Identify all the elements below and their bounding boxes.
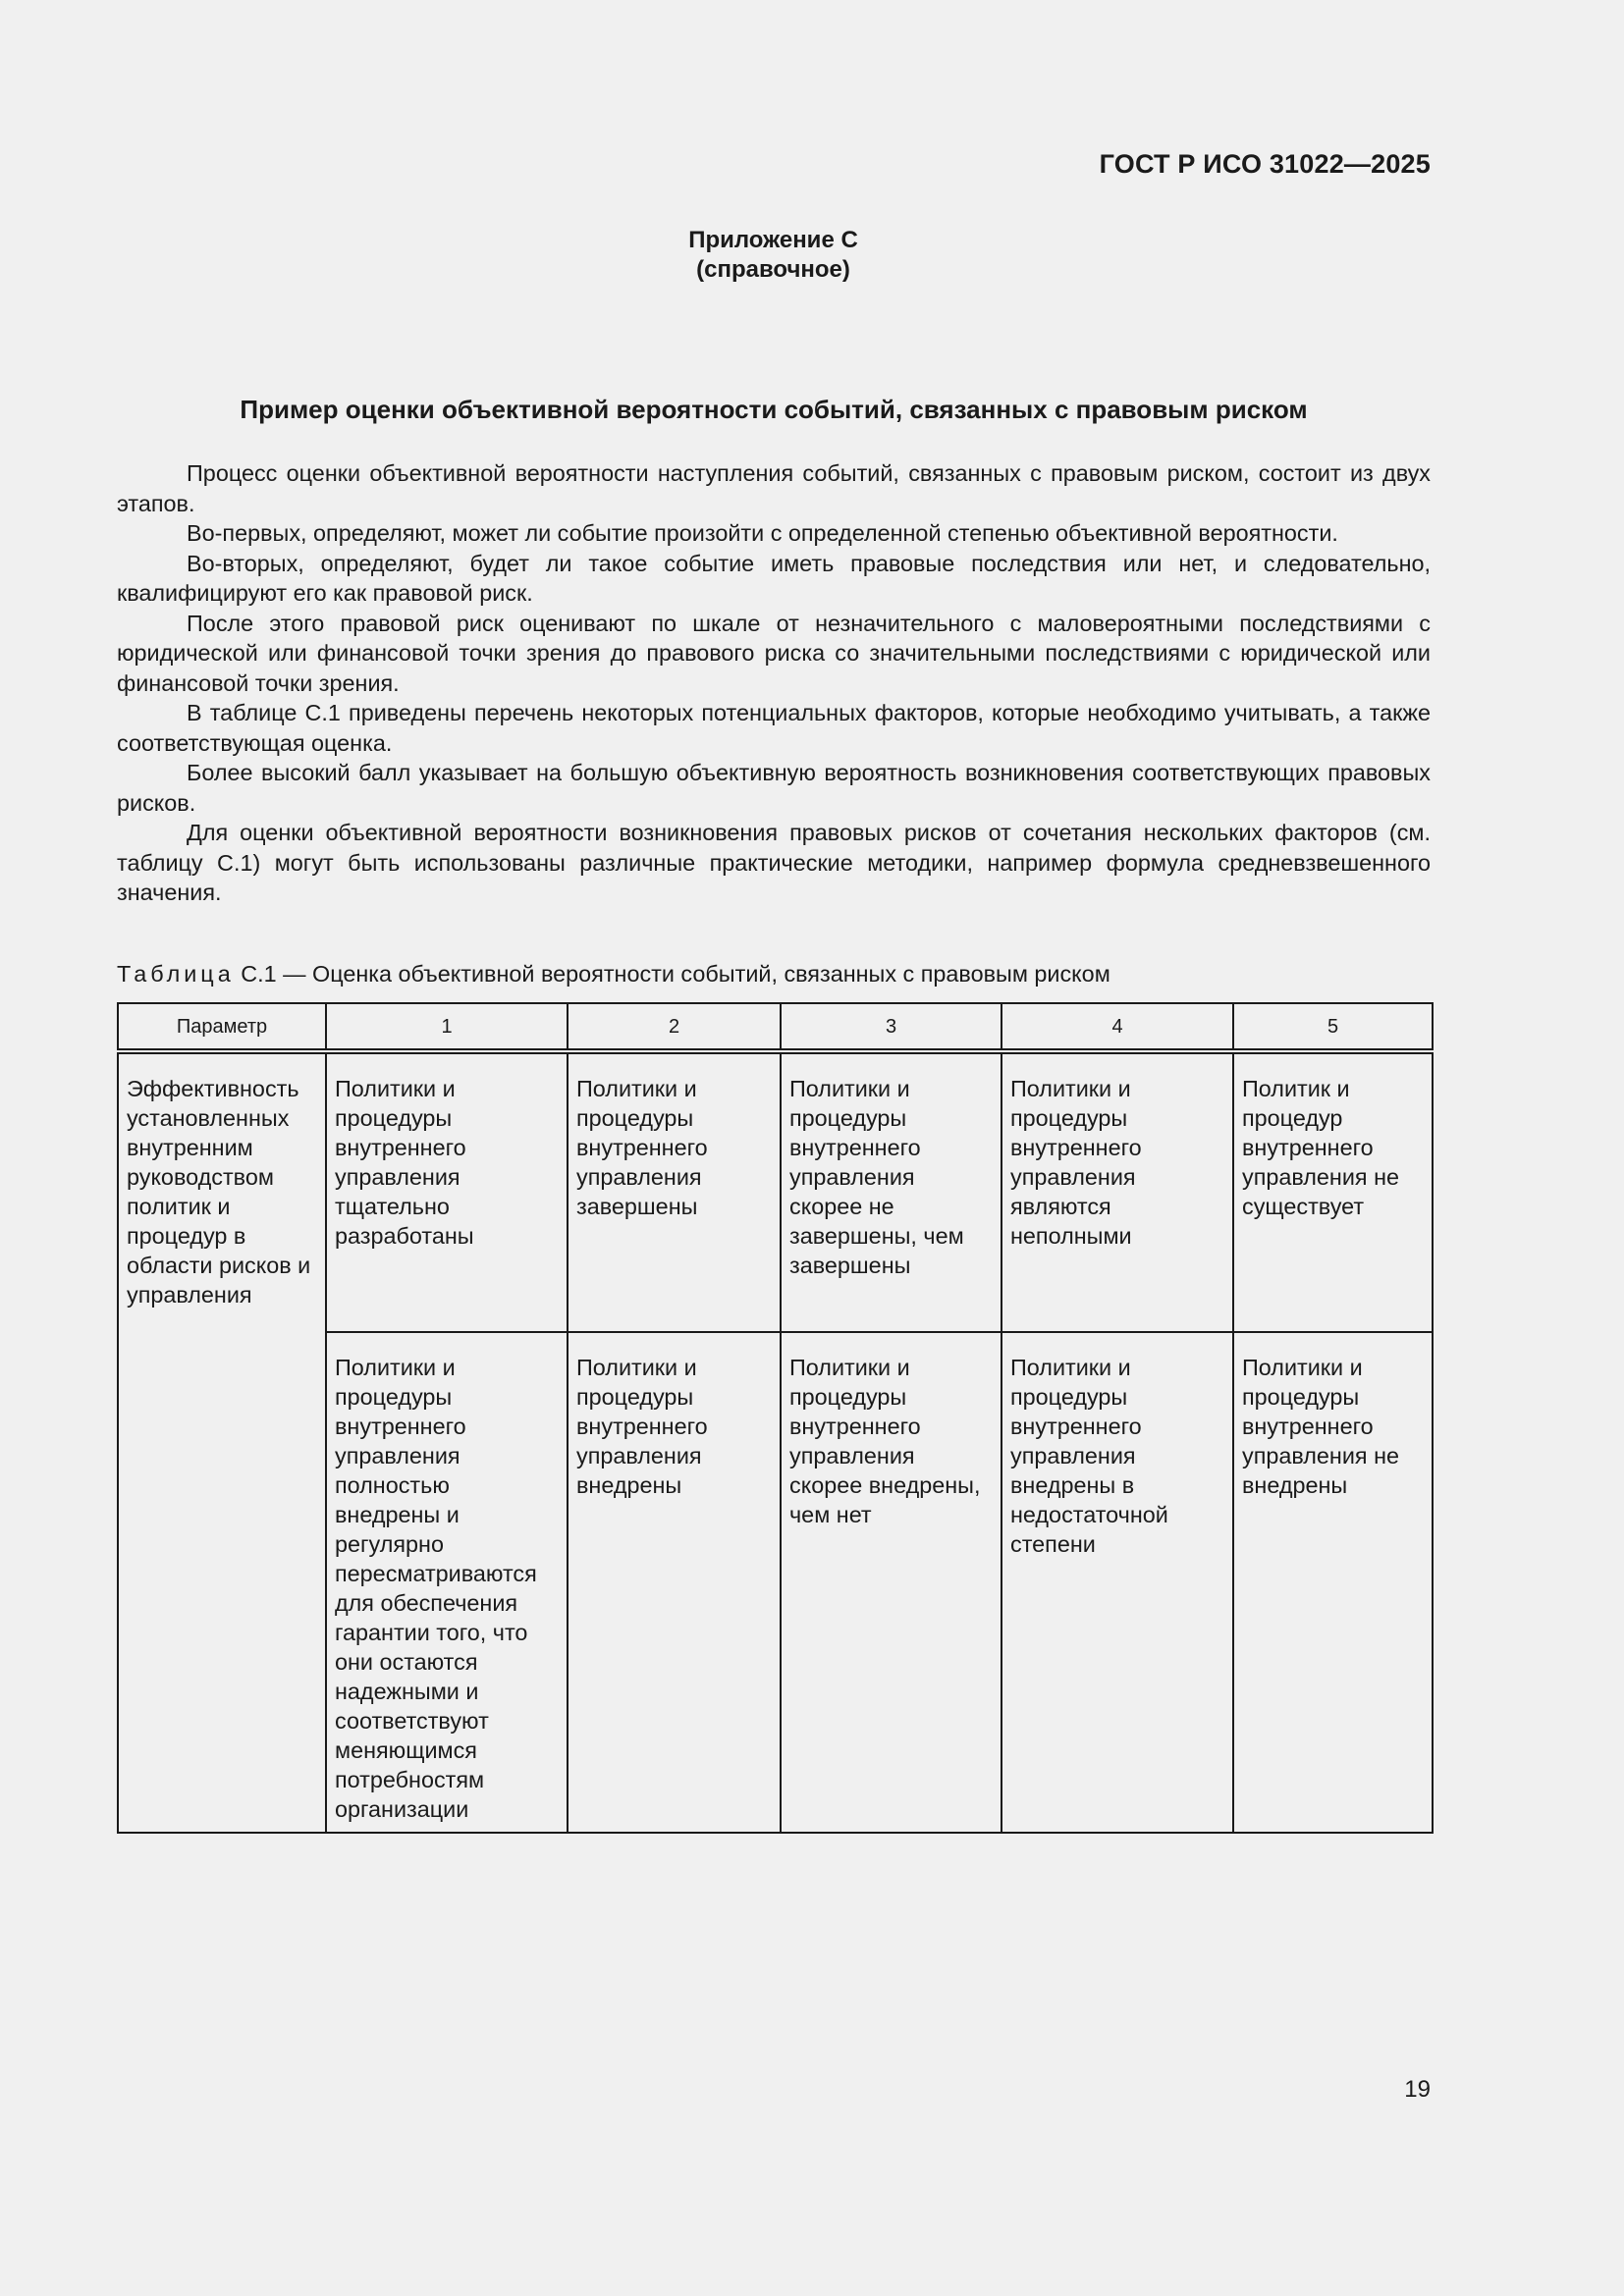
- document-code: ГОСТ Р ИСО 31022—2025: [1099, 149, 1431, 179]
- header-cell-4: 4: [1001, 1003, 1233, 1051]
- table-cell: Политики и процедуры внутреннего управления внедрены в недостаточной степени: [1001, 1332, 1233, 1833]
- table-header-row: [118, 1003, 1433, 1051]
- header-cell-3: 3: [781, 1003, 1001, 1051]
- header-cell-1: 1: [326, 1003, 568, 1051]
- body-text: [117, 458, 1431, 908]
- header-cell-5: 5: [1233, 1003, 1433, 1051]
- paragraph: Для оценки объективной вероятности возникновения правовых рисков от сочетания нескольких факторов (см. таблицу С.1) могут быть использованы различные практические методики, например формула средневзвешенного значения.: [117, 820, 1431, 905]
- table-cell: Политики и процедуры внутреннего управления тщательно разработаны: [326, 1051, 568, 1332]
- table-cell: Политики и процедуры внутреннего управления не внедрены: [1233, 1332, 1433, 1833]
- table-cell: Политики и процедуры внутреннего управления завершены: [568, 1051, 781, 1332]
- paragraph: Более высокий балл указывает на большую объективную вероятность возникновения соответствующих правовых рисков.: [117, 760, 1431, 816]
- appendix-type: (справочное): [696, 256, 850, 283]
- appendix-heading: [0, 226, 1546, 285]
- header-cell-2: 2: [568, 1003, 781, 1051]
- appendix-title: Приложение С: [688, 227, 858, 253]
- parameter-cell: Эффективность установленных внутренним руководством политик и процедур в области рисков и управления: [118, 1051, 326, 1833]
- table-caption: [117, 961, 1110, 988]
- table-cell: Политики и процедуры внутреннего управления являются неполными: [1001, 1051, 1233, 1332]
- paragraph: В таблице С.1 приведены перечень некоторых потенциальных факторов, которые необходимо учитывать, а также соответствующая оценка.: [117, 700, 1431, 756]
- table-row: [118, 1051, 1433, 1332]
- header-cell-parameter: Параметр: [118, 1003, 326, 1051]
- paragraph: Во-первых, определяют, может ли событие произойти с определенной степенью объективной вероятности.: [187, 520, 1338, 546]
- table-cell: Политики и процедуры внутреннего управления полностью внедрены и регулярно пересматриваются для обеспечения гарантии того, что они остаются надежными и соответствуют меняющимся потребностям организации: [326, 1332, 568, 1833]
- table-cell: Политик и процедур внутреннего управления не существует: [1233, 1051, 1433, 1332]
- paragraph: После этого правовой риск оценивают по шкале от незначительного с маловероятными последствиями с юридической или финансовой точки зрения до правового риска со значительными последствиями с юридической или финансовой точки зрения.: [117, 610, 1431, 696]
- table-cell: Политики и процедуры внутреннего управления внедрены: [568, 1332, 781, 1833]
- table-cell: Политики и процедуры внутреннего управления скорее не завершены, чем завершены: [781, 1051, 1001, 1332]
- table-cell: Политики и процедуры внутреннего управления скорее внедрены, чем нет: [781, 1332, 1001, 1833]
- section-title: Пример оценки объективной вероятности событий, связанных с правовым риском: [240, 395, 1308, 424]
- paragraph: Во-вторых, определяют, будет ли такое событие иметь правовые последствия или нет, и следовательно, квалифицируют его как правовой риск.: [117, 550, 1431, 606]
- table-caption-text: С.1 — Оценка объективной вероятности событий, связанных с правовым риском: [241, 961, 1110, 987]
- assessment-table: [117, 1002, 1434, 1834]
- paragraph: Процесс оценки объективной вероятности наступления событий, связанных с правовым риском, состоит из двух этапов.: [117, 460, 1431, 516]
- page-number: 19: [1404, 2076, 1431, 2103]
- table-caption-label: Таблица: [117, 961, 235, 987]
